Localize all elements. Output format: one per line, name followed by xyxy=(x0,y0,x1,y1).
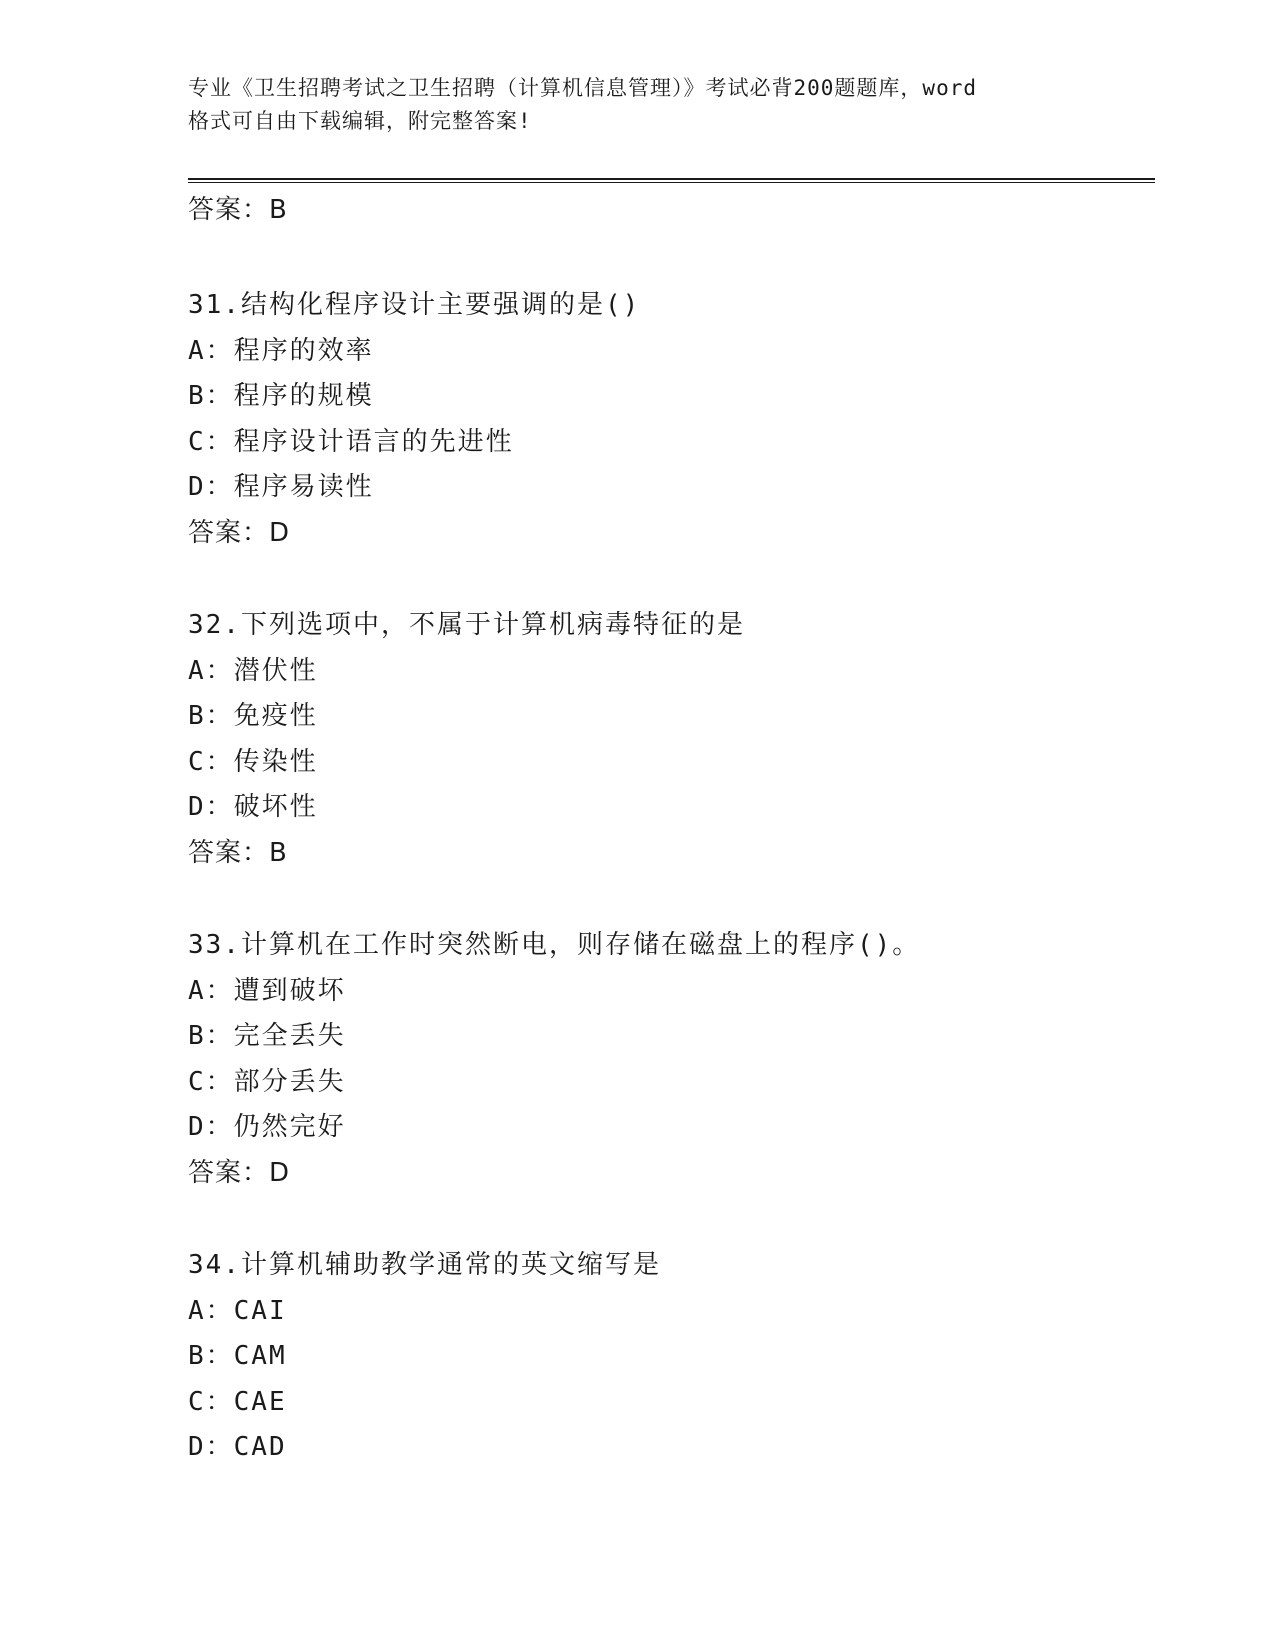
answer: 答案：D xyxy=(188,1157,291,1188)
question-34 xyxy=(188,1243,1148,1471)
spacer xyxy=(188,556,1148,603)
header-divider xyxy=(188,178,1155,183)
question-stem: 34.计算机辅助教学通常的英文缩写是 xyxy=(188,1250,661,1280)
answer: 答案：B xyxy=(188,837,288,868)
option-a: A：潜伏性 xyxy=(188,655,318,686)
option-d: D：破坏性 xyxy=(188,792,318,822)
option-b: B：程序的规模 xyxy=(188,381,374,411)
option-a: A：遭到破坏 xyxy=(188,975,346,1006)
previous-answer: 答案：B xyxy=(188,195,288,225)
question-31 xyxy=(188,283,1148,556)
document-header xyxy=(188,72,1088,138)
question-stem: 31.结构化程序设计主要强调的是() xyxy=(188,290,641,320)
question-stem: 32.下列选项中，不属于计算机病毒特征的是 xyxy=(188,610,745,640)
option-a: A：程序的效率 xyxy=(188,335,374,366)
option-b: B：免疫性 xyxy=(188,701,318,731)
option-b: B：CAM xyxy=(188,1341,287,1371)
question-32 xyxy=(188,603,1148,876)
question-33 xyxy=(188,923,1148,1196)
option-d: D：CAD xyxy=(188,1432,287,1462)
option-c: C：程序设计语言的先进性 xyxy=(188,426,514,457)
option-c: C：CAE xyxy=(188,1386,287,1417)
option-b: B：完全丢失 xyxy=(188,1021,346,1051)
option-d: D：仍然完好 xyxy=(188,1112,346,1142)
option-d: D：程序易读性 xyxy=(188,472,374,502)
option-c: C：部分丢失 xyxy=(188,1066,346,1097)
header-line-2: 格式可自由下载编辑，附完整答案! xyxy=(188,109,532,133)
header-line-1: 专业《卫生招聘考试之卫生招聘（计算机信息管理）》考试必背200题题库，word xyxy=(188,76,977,100)
option-c: C：传染性 xyxy=(188,746,318,777)
spacer xyxy=(188,1196,1148,1243)
question-list xyxy=(188,283,1148,1471)
answer: 答案：D xyxy=(188,517,291,548)
question-stem: 33.计算机在工作时突然断电，则存储在磁盘上的程序()。 xyxy=(188,930,921,960)
spacer xyxy=(188,876,1148,923)
option-a: A：CAI xyxy=(188,1295,287,1326)
